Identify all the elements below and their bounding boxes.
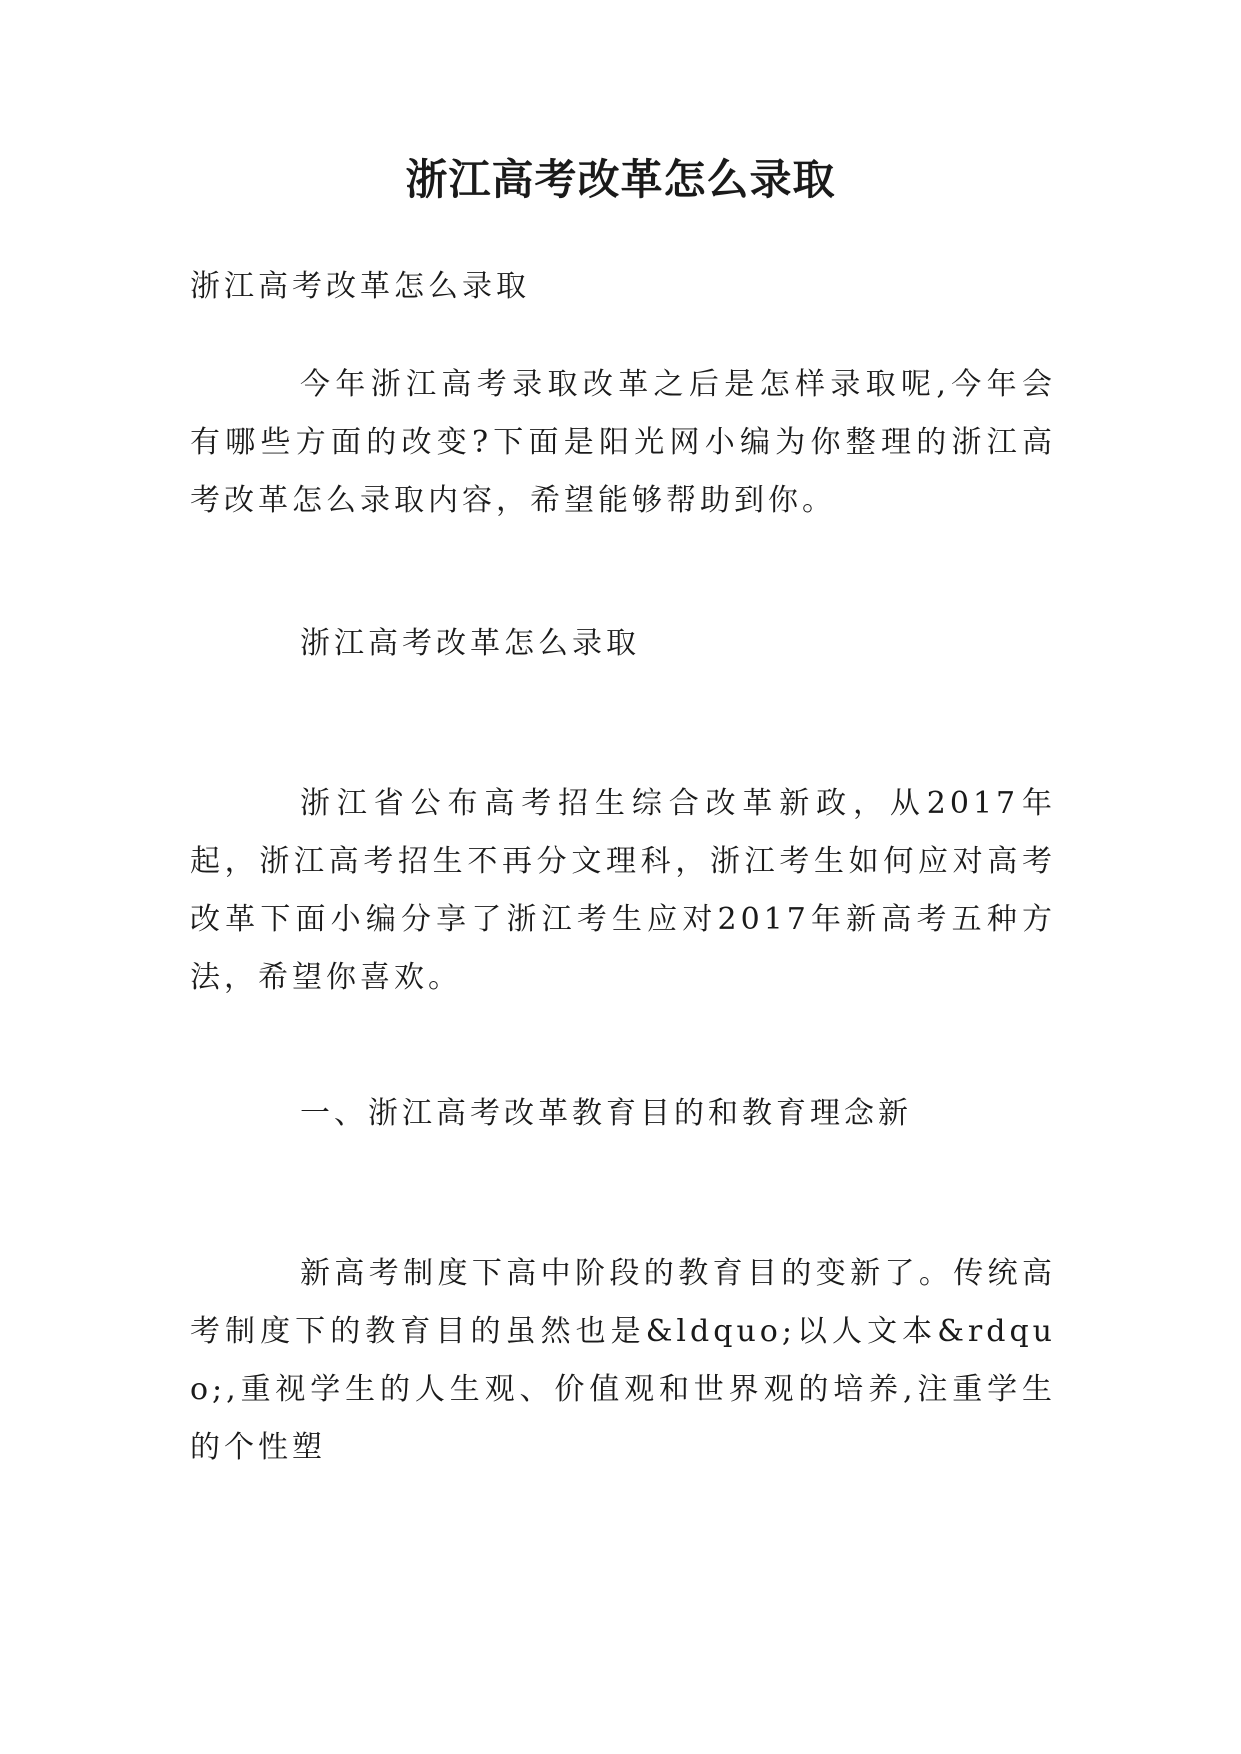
paragraph-policy: 浙江省公布高考招生综合改革新政，从2017年起，浙江高考招生不再分文理科，浙江考生如何应对高考改革下面小编分享了浙江考生应对2017年新高考五种方法，希望你喜欢。 [190, 786, 1056, 995]
paragraph-point-one-body: 新高考制度下高中阶段的教育目的变新了。传统高考制度下的教育目的虽然也是&ldquo;以人文本&rdquo;,重视学生的人生观、价值观和世界观的培养,注重学生的个性塑 [190, 1256, 1056, 1465]
paragraph-section-heading: 浙江高考改革怎么录取 [300, 626, 640, 661]
paragraph-intro: 今年浙江高考录取改革之后是怎样录取呢,今年会有哪些方面的改变?下面是阳光网小编为你整理的浙江高考改革怎么录取内容，希望能够帮助到你。 [190, 367, 1056, 518]
document-title: 浙江高考改革怎么录取 [405, 155, 836, 204]
paragraph-subtitle: 浙江高考改革怎么录取 [190, 269, 530, 304]
paragraph-point-one-heading: 一、浙江高考改革教育目的和教育理念新 [300, 1096, 912, 1131]
